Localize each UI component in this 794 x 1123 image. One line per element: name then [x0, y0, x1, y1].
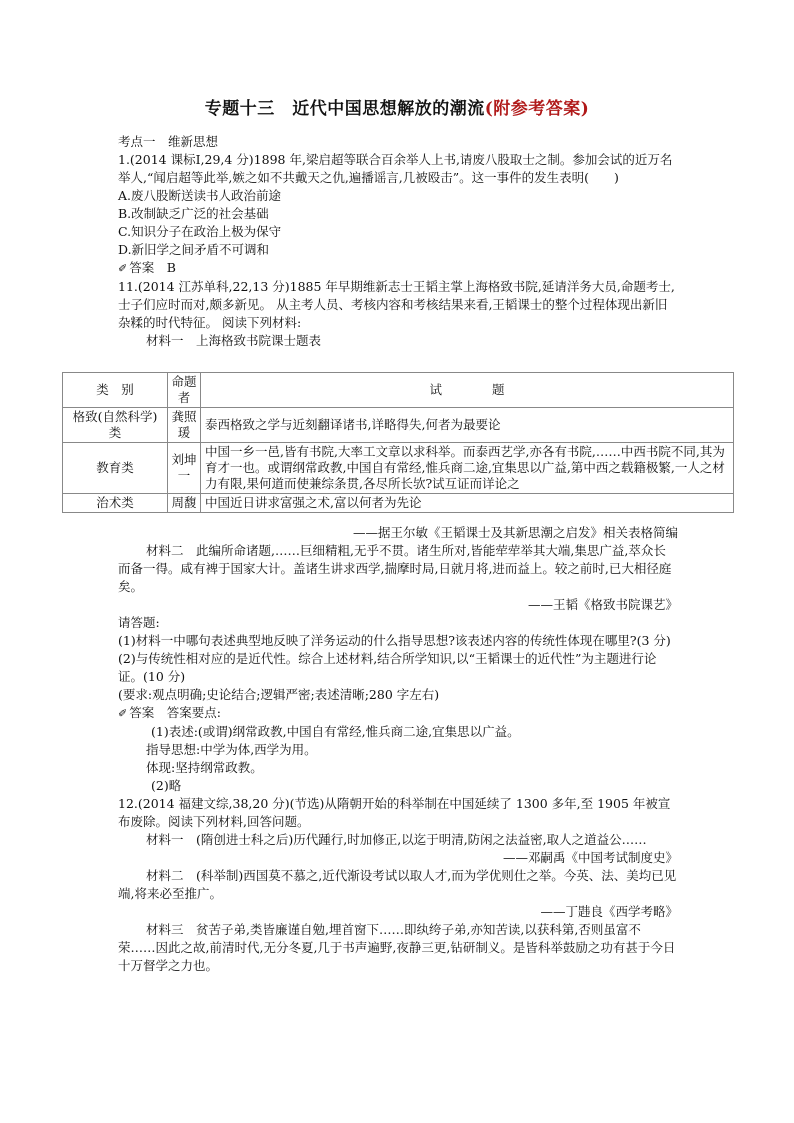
table-cell: 教育类: [63, 443, 168, 494]
table-header-cell: 命题者: [168, 373, 201, 408]
q1-option-c: C.知识分子在政治上极为保守: [118, 224, 282, 239]
table-row: [63, 408, 734, 443]
q12-material2-source: ——丁韪良《西学考略》: [540, 904, 678, 919]
q11-answer-line: (2)略: [151, 778, 182, 793]
q11-prompt: 请答题:: [118, 615, 160, 630]
q1-option-b: B.改制缺乏广泛的社会基础: [118, 206, 269, 221]
table-header-row: [63, 373, 734, 408]
table-cell: 泰西格致之学与近刻翻译诸书,详略得失,何者为最要论: [201, 408, 734, 443]
answer-mark-icon: ✐: [118, 262, 128, 275]
table-source: ——据王尔敏《王韬课士及其新思潮之启发》相关表格简编: [352, 525, 678, 540]
q11-material2-source: ——王韬《格致书院课艺》: [527, 597, 678, 612]
q1-answer: ✐ 答案 B: [118, 259, 678, 278]
table-cell: 格致(自然科学)类: [63, 408, 168, 443]
title-suffix: (附参考答案): [484, 99, 590, 119]
q12-stem: 12.(2014 福建文综,38,20 分)(节选)从隋朝开始的科举制在中国延续了 1300 多年,至 1905 年被宣布废除。阅读下列材料,回答问题。: [118, 796, 671, 829]
q1-stem: 1.(2014 课标Ⅰ,29,4 分)1898 年,梁启超等联合百余举人上书,请废八股取士之制。参加会试的近万名举人,“闻启超等此举,嫉之如不共戴天之仇,遍播谣言,几被殴击”。这一事件的发生表明( ): [118, 152, 673, 185]
table-row: [63, 443, 734, 494]
table-cell: 龚照瑗: [168, 408, 201, 443]
q11-material1-title: 材料一 上海格致书院课士题表: [146, 333, 322, 348]
title-main: 专题十三 近代中国思想解放的潮流: [204, 99, 485, 119]
q12-material1: 材料一 (隋创进士科之后)历代踵行,时加修正,以迄于明清,防闲之法益密,取人之道益公……: [146, 832, 647, 847]
table-cell: 周馥: [168, 494, 201, 513]
table-row: [63, 494, 734, 513]
answer-mark-icon: ✐: [118, 707, 128, 720]
exam-topics-table: [62, 372, 734, 513]
q11-sub2: (2)与传统性相对应的是近代性。综合上述材料,结合所学知识,以“王韬课士的近代性”为主题进行论证。(10 分): [118, 651, 657, 684]
q11-answer-line: (1)表述:(或谓)纲常政教,中国自有常经,惟兵商二途,宜集思以广益。: [151, 724, 520, 739]
q1-option-d: D.新旧学之间矛盾不可调和: [118, 242, 270, 257]
q11-requirement: (要求:观点明确;史论结合;逻辑严密;表述清晰;280 字左右): [118, 687, 440, 702]
content-top: [118, 133, 678, 350]
q11-answer-line: 体现:坚持纲常政教。: [146, 760, 263, 775]
table-header-cell: 试 题: [201, 373, 734, 408]
table-cell: 中国近日讲求富强之术,富以何者为先论: [201, 494, 734, 513]
table-cell: 治术类: [63, 494, 168, 513]
section-heading: 考点一 维新思想: [118, 134, 219, 149]
q1-option-a: A.废八股断送读书人政治前途: [118, 188, 282, 203]
q12-material3: 材料三 贫苦子弟,类皆廉谨自勉,埋首窗下……即纨绔子弟,亦知苦读,以获科第,否则虽富不荣……因此之故,前清时代,无分冬夏,几于书声遍野,夜静三更,钻研制义。是皆科举鼓励之功有甚于今日十万督学之力也。: [118, 922, 676, 973]
q11-answer-header: ✐ 答案 答案要点:: [118, 704, 678, 723]
table-cell: 中国一乡一邑,皆有书院,大率工文章以求科举。而泰西艺学,亦各有书院,……中西书院不同,其为育才一也。或谓纲常政教,中国自有常经,惟兵商二途,宜集思以广益,第中西之载籍极繁,一人之材力有限,果何道而使兼综条贯,各尽所长欤?试互证而详论之: [201, 443, 734, 494]
q11-sub1: (1)材料一中哪句表述典型地反映了洋务运动的什么指导思想?该表述内容的传统性体现在哪里?(3 分): [118, 633, 671, 648]
q12-material2: 材料二 (科举制)西国莫不慕之,近代渐设考试以取人才,而为学优则仕之举。今英、法、美均已见端,将来必至推广。: [118, 868, 677, 901]
table-cell: 刘坤一: [168, 443, 201, 494]
q12-material1-source: ——邓嗣禹《中国考试制度史》: [502, 850, 678, 865]
table-header-cell: 类 别: [63, 373, 168, 408]
page-title: [0, 94, 794, 119]
q11-material2: 材料二 此编所命诸题,……巨细精粗,无乎不贯。诸生所对,皆能荦荦举其大端,集思广益,萃众长而备一得。咸有裨于国家大计。盖诸生讲求西学,揣摩时局,日就月将,进而益上。较之前时,已大相径庭矣。: [118, 543, 672, 594]
content-bottom: [118, 524, 678, 975]
q11-stem: 11.(2014 江苏单科,22,13 分)1885 年早期维新志士王韬主掌上海格致书院,延请洋务大员,命题考士,士子们应时而对,颇多新见。 从主考人员、考核内容和考核结果来看,王韬课士的整个过程体现出新旧杂糅的时代特征。 阅读下列材料:: [118, 279, 675, 330]
q11-answer-line: 指导思想:中学为体,西学为用。: [146, 742, 317, 757]
